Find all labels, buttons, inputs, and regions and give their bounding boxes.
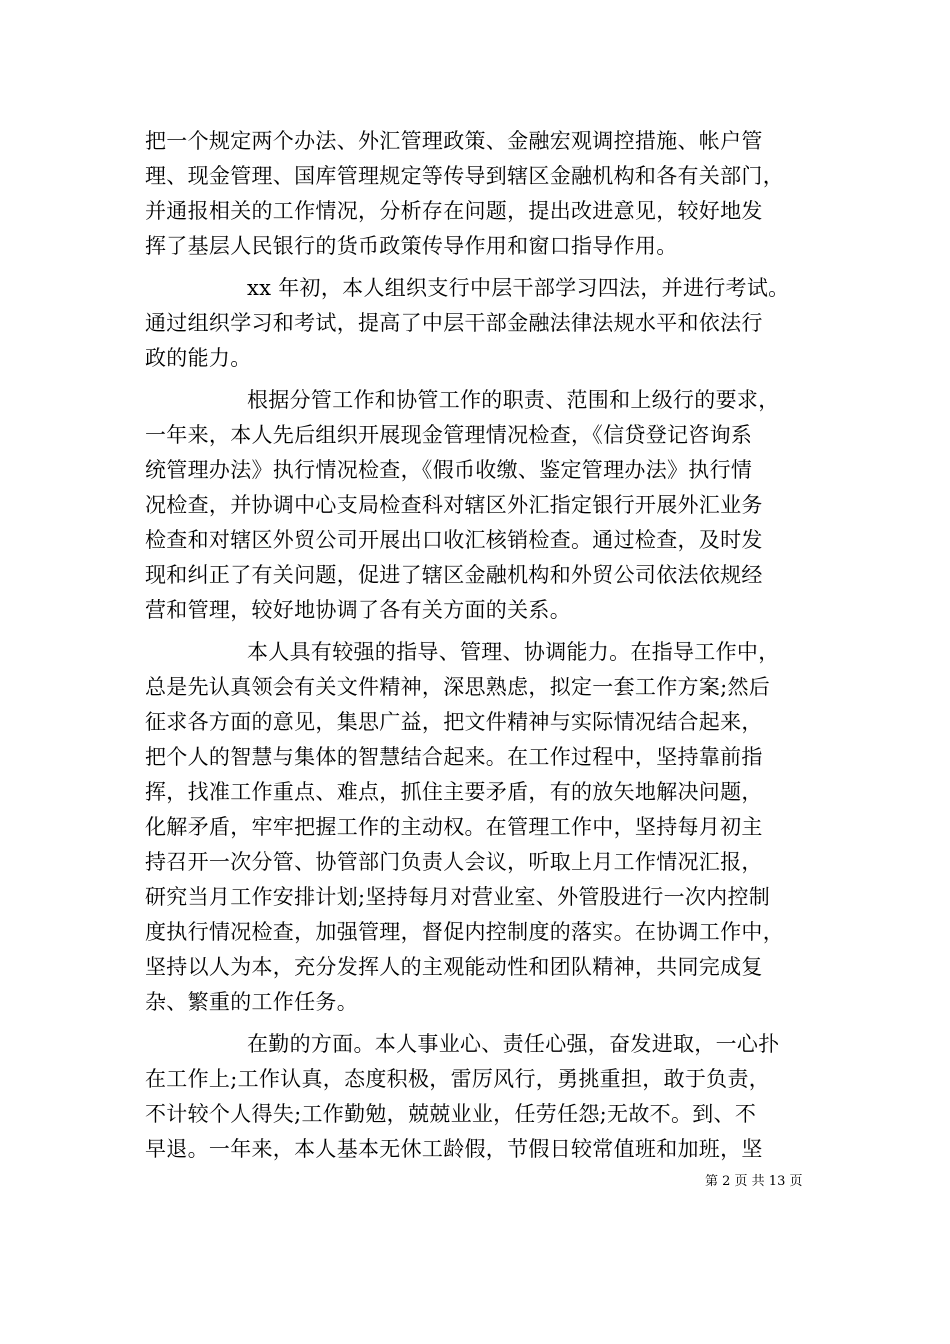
text-line: 在工作上;工作认真，态度积极，雷厉风行，勇挑重担，敢于负责， [145, 1067, 771, 1091]
page-number: 第 2 页 共 13 页 [705, 1174, 803, 1189]
text-line: 现和纠正了有关问题，促进了辖区金融机构和外贸公司依法依规经 [145, 563, 763, 587]
text-line: 本人具有较强的指导、管理、协调能力。在指导工作中， [247, 640, 780, 664]
text-line: 度执行情况检查，加强管理，督促内控制度的落实。在协调工作中， [145, 920, 784, 944]
text-line: 检查和对辖区外贸公司开展出口收汇核销检查。通过检查，及时发 [145, 528, 763, 552]
text-line: 杂、繁重的工作任务。 [145, 990, 358, 1014]
text-line: xx 年初，本人组织支行中层干部学习四法，并进行考试。 [247, 276, 790, 300]
text-line: 通过组织学习和考试，提高了中层干部金融法律法规水平和依法行 [145, 311, 763, 335]
text-line: 不计较个人得失;工作勤勉，兢兢业业，任劳任怨;无故不。到、不 [145, 1102, 757, 1126]
text-line: 化解矛盾，牢牢把握工作的主动权。在管理工作中，坚持每月初主 [145, 815, 763, 839]
text-line: 一年来，本人先后组织开展现金管理情况检查，《信贷登记咨询系 [145, 423, 753, 447]
text-line: 征求各方面的意见，集思广益，把文件精神与实际情况结合起来， [145, 710, 763, 734]
text-line: 早退。一年来，本人基本无休工龄假，节假日较常值班和加班，坚 [145, 1137, 763, 1161]
text-line: 把个人的智慧与集体的智慧结合起来。在工作过程中，坚持靠前指 [145, 745, 763, 769]
text-line: 理、现金管理、国库管理规定等传导到辖区金融机构和各有关部门， [145, 164, 784, 188]
text-line: 总是先认真领会有关文件精神，深思熟虑，拟定一套工作方案;然后 [145, 675, 771, 699]
text-line: 统管理办法》执行情况检查，《假币收缴、鉴定管理办法》执行情 [145, 458, 753, 482]
text-line: 持召开一次分管、协管部门负责人会议，听取上月工作情况汇报， [145, 850, 763, 874]
text-line: 挥了基层人民银行的货币政策传导作用和窗口指导作用。 [145, 234, 678, 258]
text-line: 挥，找准工作重点、难点，抓住主要矛盾，有的放矢地解决问题， [145, 780, 763, 804]
text-line: 研究当月工作安排计划;坚持每月对营业室、外管股进行一次内控制 [145, 885, 771, 909]
text-line: 坚持以人为本，充分发挥人的主观能动性和团队精神，共同完成复 [145, 955, 763, 979]
text-line: 把一个规定两个办法、外汇管理政策、金融宏观调控措施、帐户管 [145, 129, 763, 153]
text-line: 政的能力。 [145, 346, 252, 370]
text-line: 况检查，并协调中心支局检查科对辖区外汇指定银行开展外汇业务 [145, 493, 763, 517]
text-line: 并通报相关的工作情况，分析存在问题，提出改进意见，较好地发 [145, 199, 763, 223]
text-line: 根据分管工作和协管工作的职责、范围和上级行的要求， [247, 388, 780, 412]
text-line: 在勤的方面。本人事业心、责任心强，奋发进取，一心扑 [247, 1032, 780, 1056]
text-line: 营和管理，较好地协调了各有关方面的关系。 [145, 598, 571, 622]
